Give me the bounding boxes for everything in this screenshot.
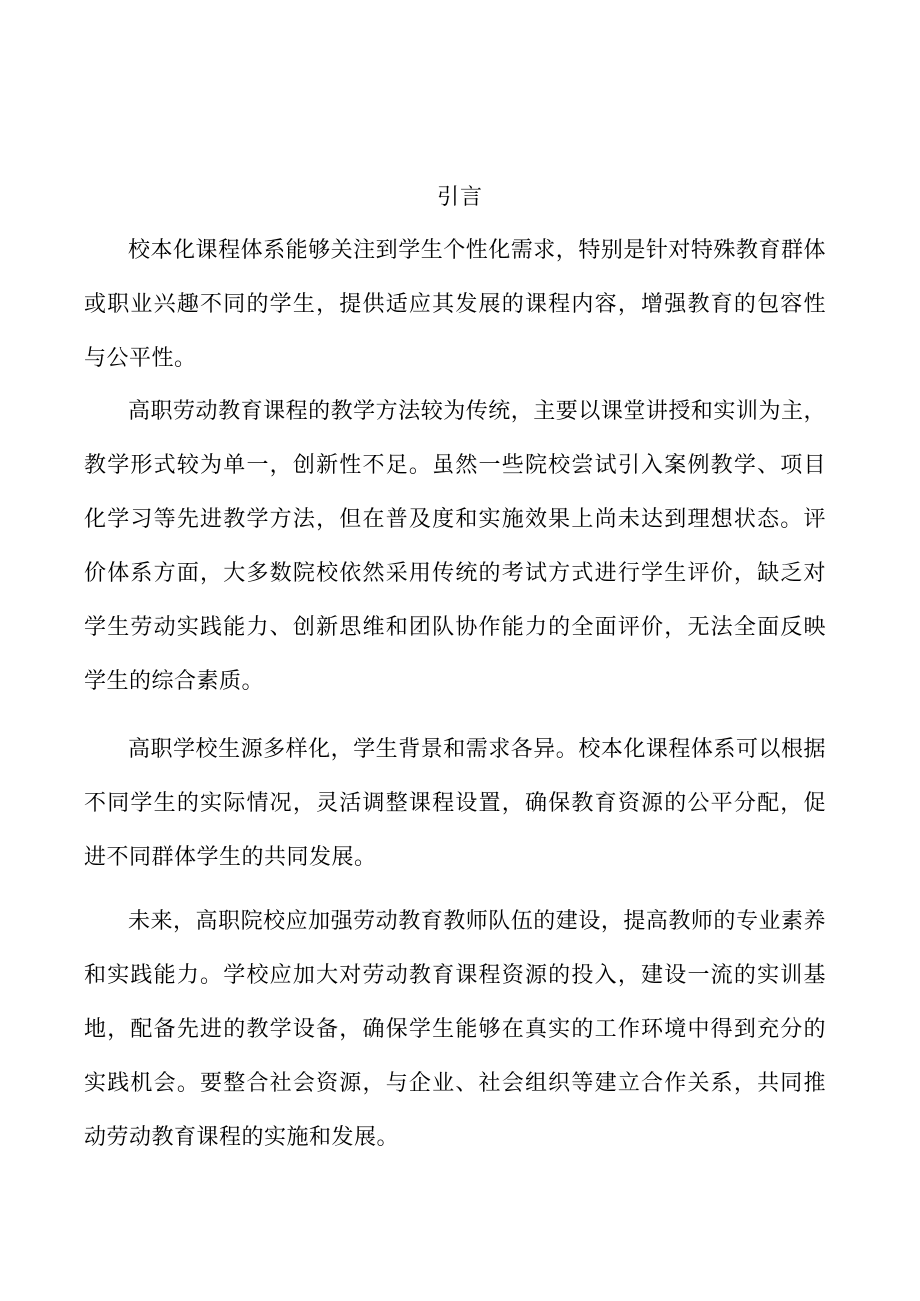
paragraph-2: 高职劳动教育课程的教学方法较为传统，主要以课堂讲授和实训为主，教学形式较为单一，创新性不足。虽然一些院校尝试引入案例教学、项目化学习等先进教学方法，但在普及度和实施效果上尚未达到理想状态。评价体系方面，大多数院校依然采用传统的考试方式进行学生评价，缺乏对学生劳动实践能力、创新思维和团队协作能力的全面评价，无法全面反映学生的综合素质。 — [84, 399, 826, 694]
paragraph-3: 高职学校生源多样化，学生背景和需求各异。校本化课程体系可以根据不同学生的实际情况，灵活调整课程设置，确保教育资源的公平分配，促进不同群体学生的共同发展。 — [84, 737, 826, 870]
paragraph-4: 未来，高职院校应加强劳动教育教师队伍的建设，提高教师的专业素养和实践能力。学校应加大对劳动教育课程资源的投入，建设一流的实训基地，配备先进的教学设备，确保学生能够在真实的工作环境中得到充分的实践机会。要整合社会资源，与企业、社会组织等建立合作关系，共同推动劳动教育课程的实施和发展。 — [84, 909, 826, 1150]
paragraph-1: 校本化课程体系能够关注到学生个性化需求，特别是针对特殊教育群体或职业兴趣不同的学生，提供适应其发展的课程内容，增强教育的包容性与公平性。 — [84, 238, 826, 371]
page-title: 引言 — [436, 185, 483, 210]
